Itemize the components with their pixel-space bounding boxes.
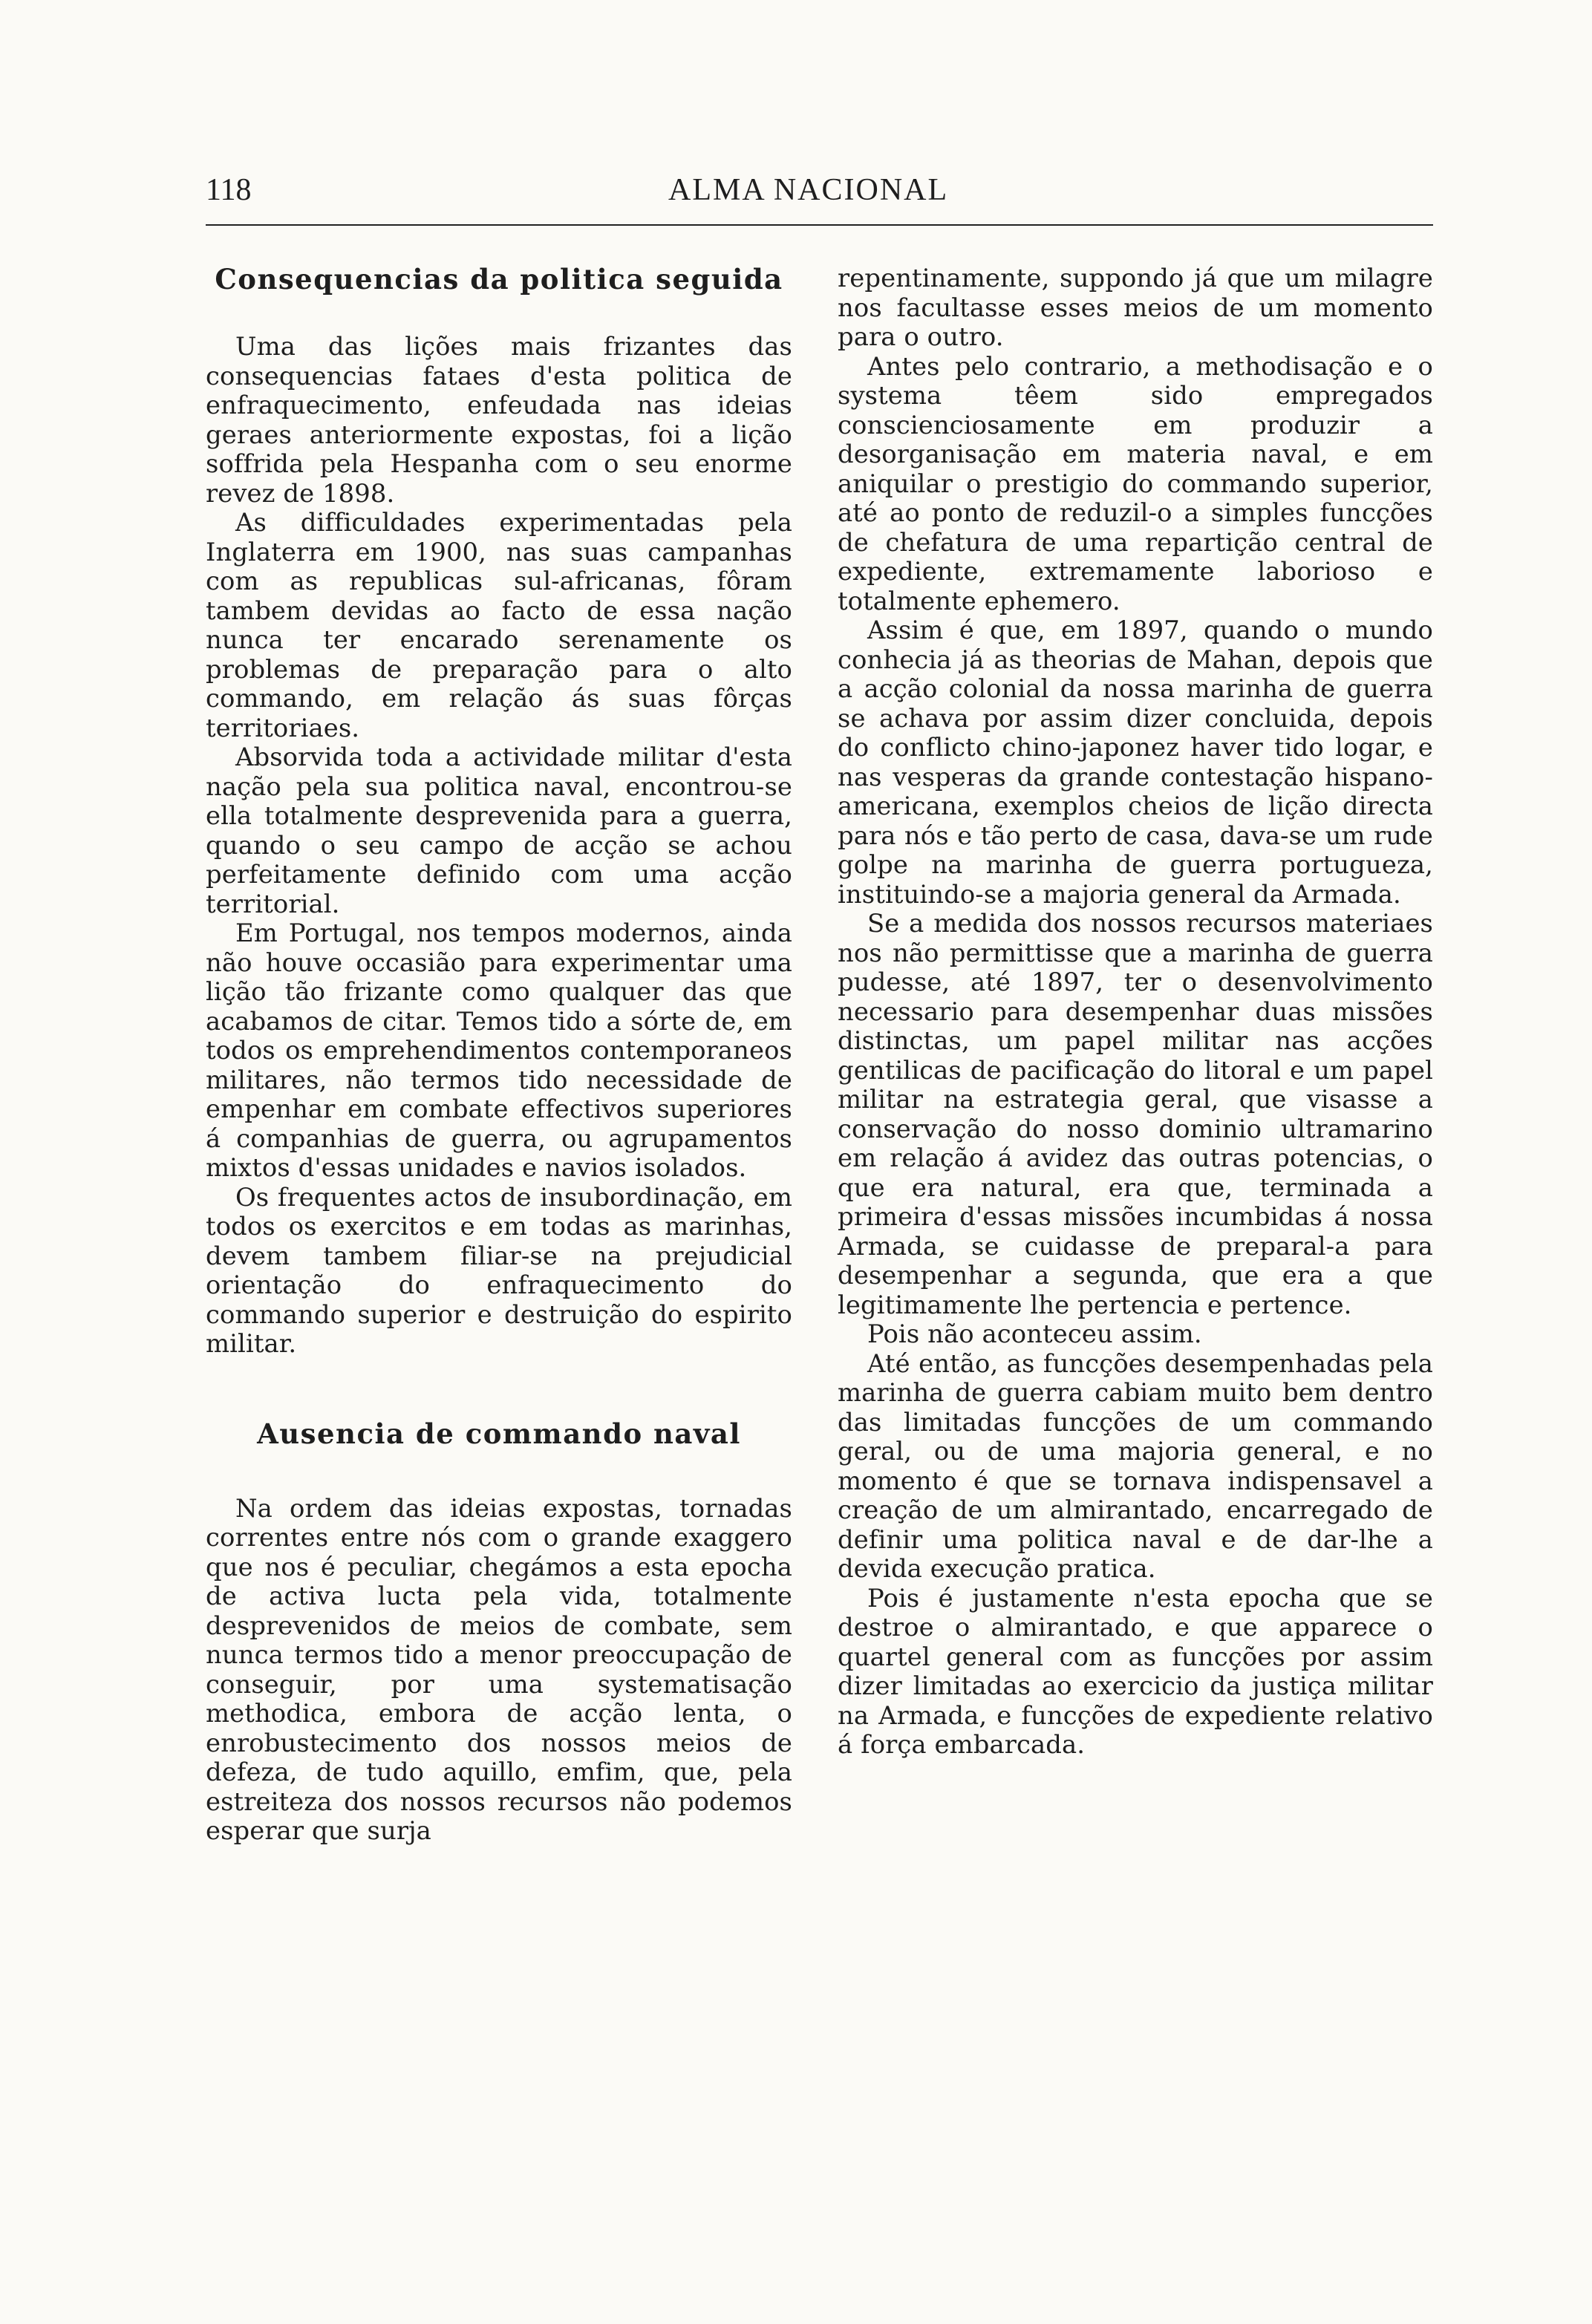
paragraph: Se a medida dos nossos recursos materiaes nos não permittisse que a marinha de guerra pudesse, até 1897, ter o desenvolvimento necessario para desempenhar duas missões distinctas, um papel militar nas acções gentilicas de pacificação do litoral e um papel militar na estrategia geral, que visasse a conservação do nosso dominio ultramarino em relação á avidez das outras potencias, o que era natural, era que, terminada a primeira d'essas missões incumbidas á nossa Armada, se cuidasse de preparal-a para desempenhar a segunda, que era a que legitimamente lhe pertencia e pertence. xyxy=(838,909,1433,1319)
paragraph: Assim é que, em 1897, quando o mundo conhecia já as theorias de Mahan, depois que a acção colonial da nossa marinha de guerra se achava por assim dizer concluida, depois do conflicto chino-japonez haver tido logar, e nas vesperas da grande contestação hispano-americana, exemplos cheios de lição directa para nós e tão perto de casa, dava-se um rude golpe na marinha de guerra portugueza, instituindo-se a majoria general da Armada. xyxy=(838,616,1433,909)
header-rule xyxy=(206,224,1433,226)
paragraph: Pois é justamente n'esta epocha que se destroe o almirantado, e que apparece o quartel general com as funcções por assim dizer limitadas ao exercicio da justiça militar na Armada, e funcções de expediente relativo á força embarcada. xyxy=(838,1583,1433,1759)
paragraph: Absorvida toda a actividade militar d'esta nação pela sua politica naval, encontrou-se ella totalmente desprevenida para a guerra, quando o seu campo de acção se achou perfeitamente definido com uma acção territorial. xyxy=(206,742,792,918)
paragraph: Antes pelo contrario, a methodisação e o systema têem sido empregados conscienciosamente em produzir a desorganisação em materia naval, e em aniquilar o prestigio do commando superior, até ao ponto de reduzil-o a simples funcções de chefatura de uma repartição central de expediente, extremamente laborioso e totalmente ephemero. xyxy=(838,351,1433,616)
paragraph: As difficuldades experimentadas pela Inglaterra em 1900, nas suas campanhas com as republicas sul-africanas, fôram tambem devidas ao facto de essa nação nunca ter encarado serenamente os problemas de preparação para o alto commando, em relação ás suas fôrças territoriaes. xyxy=(206,508,792,742)
paragraph: Pois não aconteceu assim. xyxy=(867,1319,1202,1348)
page-number: 118 xyxy=(206,173,252,207)
paragraph: Os frequentes actos de insubordinação, em todos os exercitos e em todas as marinhas, devem tambem filiar-se na prejudicial orientação do enfraquecimento do commando superior e destruição do espirito militar. xyxy=(206,1182,792,1358)
paragraph: Até então, as funcções desempenhadas pela marinha de guerra cabiam muito bem dentro das limitadas funcções de um commando geral, ou de uma majoria general, e no momento é que se tornava indispensavel a creação de um almirantado, encarregado de definir uma politica naval e de dar-lhe a devida execução pratica. xyxy=(838,1348,1433,1583)
paragraph: Em Portugal, nos tempos modernos, ainda não houve occasião para experimentar uma lição tão frizante como qualquer das que acabamos de citar. Temos tido a sórte de, em todos os emprehendimentos contemporaneos militares, não termos tido necessidade de empenhar em combate effectivos superiores á companhias de guerra, ou agrupamentos mixtos d'essas unidades e navios isolados. xyxy=(206,918,792,1182)
section-heading-consequencias: Consequencias da politica seguida xyxy=(215,263,783,296)
right-column xyxy=(838,264,1433,1760)
left-column xyxy=(206,264,792,1846)
running-title: ALMA NACIONAL xyxy=(668,173,949,207)
paragraph: Uma das lições mais frizantes das consequencias fataes d'esta politica de enfraquecimento, enfeudada nas ideias geraes anteriormente expostas, foi a lição soffrida pela Hespanha com o seu enorme revez de 1898. xyxy=(206,332,792,508)
section-heading-ausencia: Ausencia de commando naval xyxy=(257,1417,741,1450)
paragraph-continuation: repentinamente, suppondo já que um milagre nos facultasse esses meios de um momento para o outro. xyxy=(838,264,1433,351)
paragraph: Na ordem das ideias expostas, tornadas correntes entre nós com o grande exaggero que nos é peculiar, chegámos a esta epocha de activa lucta pela vida, totalmente desprevenidos de meios de combate, sem nunca termos tido a menor preoccupação de conseguir, por uma systematisação methodica, embora de acção lenta, o enrobustecimento dos nossos meios de defeza, de tudo aquillo, emfim, que, pela estreiteza dos nossos recursos não podemos esperar que surja xyxy=(206,1493,792,1845)
